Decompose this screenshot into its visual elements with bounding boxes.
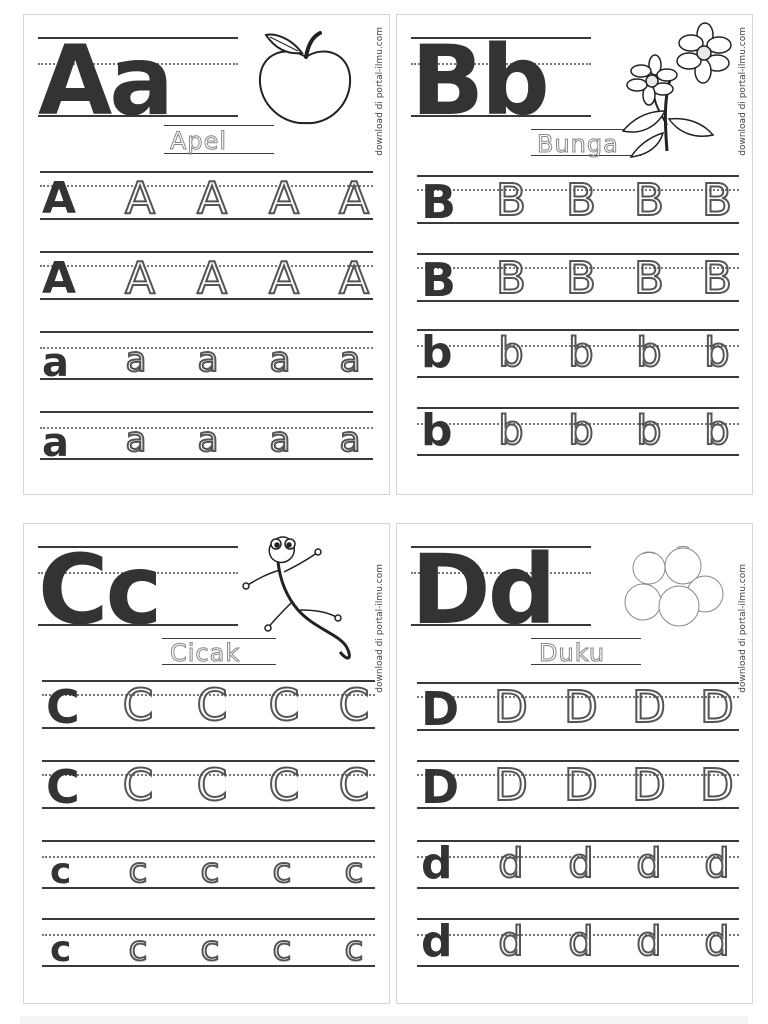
trace-letter[interactable]: A — [338, 173, 370, 224]
trace-letter[interactable]: d — [636, 919, 662, 965]
trace-letter[interactable]: c — [344, 929, 364, 969]
trace-letter[interactable]: C — [338, 760, 370, 811]
trace-letter[interactable]: b — [568, 408, 594, 454]
trace-letter[interactable]: c — [200, 851, 220, 891]
practice-row-lower-2 — [42, 918, 375, 968]
row-base-line — [417, 887, 739, 889]
trace-letter[interactable]: c — [128, 851, 148, 891]
trace-letter[interactable]: D — [700, 760, 734, 811]
trace-letter[interactable]: c — [200, 929, 220, 969]
practice-row-upper-2 — [42, 760, 375, 814]
trace-letter[interactable]: a — [197, 340, 219, 380]
trace-letter[interactable]: B — [633, 253, 665, 304]
model-letter: d — [421, 838, 453, 889]
credit-text: download di portal-ilmu.com — [738, 564, 748, 693]
row-top-line — [40, 411, 373, 413]
trace-letter[interactable]: c — [272, 851, 292, 891]
model-letter: A — [42, 253, 77, 304]
credit-text: download di portal-ilmu.com — [375, 564, 385, 693]
trace-letter[interactable]: c — [272, 929, 292, 969]
bottom-strip — [20, 1016, 748, 1024]
trace-letter[interactable]: b — [704, 330, 730, 376]
practice-row-upper-1 — [417, 175, 739, 229]
word-label: Bunga — [537, 130, 619, 158]
row-base-line — [417, 376, 739, 378]
trace-letter[interactable]: A — [124, 173, 156, 224]
practice-row-upper-2 — [417, 253, 739, 307]
row-base-line — [417, 965, 739, 967]
trace-letter[interactable]: A — [338, 253, 370, 304]
word-label: Duku — [539, 639, 606, 667]
model-letter: c — [50, 851, 72, 892]
trace-letter[interactable]: a — [269, 420, 291, 460]
credit-text: download di portal-ilmu.com — [375, 27, 385, 156]
trace-letter[interactable]: A — [268, 253, 300, 304]
trace-letter[interactable]: A — [124, 253, 156, 304]
model-letter: D — [421, 682, 460, 736]
trace-letter[interactable]: d — [704, 919, 730, 965]
trace-letter[interactable]: d — [636, 841, 662, 887]
practice-row-lower-2 — [417, 918, 739, 968]
letter-title: Cc — [38, 534, 160, 646]
trace-letter[interactable]: a — [125, 420, 147, 460]
trace-letter[interactable]: B — [495, 253, 527, 304]
model-letter: C — [46, 680, 80, 734]
trace-letter[interactable]: a — [197, 420, 219, 460]
practice-row-upper-2 — [40, 251, 373, 304]
trace-letter[interactable]: B — [565, 175, 597, 226]
trace-letter[interactable]: B — [565, 253, 597, 304]
practice-row-lower-2 — [417, 407, 739, 457]
credit-text: download di portal-ilmu.com — [738, 27, 748, 156]
trace-letter[interactable]: b — [636, 408, 662, 454]
trace-letter[interactable]: b — [568, 330, 594, 376]
model-letter: C — [46, 760, 80, 814]
row-top-line — [42, 840, 375, 842]
trace-letter[interactable]: d — [498, 841, 524, 887]
practice-row-upper-2 — [417, 760, 739, 814]
worksheet-card-b — [396, 14, 753, 495]
word-label: Cicak — [170, 639, 241, 667]
trace-letter[interactable]: D — [564, 682, 598, 733]
trace-letter[interactable]: C — [122, 680, 154, 731]
trace-letter[interactable]: d — [568, 919, 594, 965]
worksheet-card-d — [396, 523, 753, 1004]
trace-letter[interactable]: d — [704, 841, 730, 887]
trace-letter[interactable]: A — [196, 173, 228, 224]
trace-letter[interactable]: C — [268, 760, 300, 811]
row-base-line — [417, 454, 739, 456]
practice-row-lower-2 — [40, 411, 373, 466]
worksheet-card-c — [23, 523, 390, 1004]
model-letter: D — [421, 760, 460, 814]
practice-row-upper-1 — [40, 171, 373, 224]
trace-letter[interactable]: C — [196, 760, 228, 811]
trace-letter[interactable]: D — [632, 760, 666, 811]
trace-letter[interactable]: C — [196, 680, 228, 731]
worksheet-card-a — [23, 14, 390, 495]
model-letter: d — [421, 916, 453, 967]
trace-letter[interactable]: C — [268, 680, 300, 731]
trace-letter[interactable]: D — [632, 682, 666, 733]
practice-row-lower-1 — [417, 329, 739, 379]
trace-letter[interactable]: D — [494, 682, 528, 733]
trace-letter[interactable]: d — [498, 919, 524, 965]
letter-title: Aa — [38, 25, 172, 137]
trace-letter[interactable]: A — [196, 253, 228, 304]
model-letter: B — [421, 253, 457, 307]
trace-letter[interactable]: a — [339, 340, 361, 380]
trace-letter[interactable]: d — [568, 841, 594, 887]
trace-letter[interactable]: B — [701, 253, 733, 304]
trace-letter[interactable]: C — [122, 760, 154, 811]
trace-letter[interactable]: D — [564, 760, 598, 811]
practice-row-upper-1 — [42, 680, 375, 734]
trace-letter[interactable]: D — [494, 760, 528, 811]
trace-letter[interactable]: a — [125, 340, 147, 380]
trace-letter[interactable]: b — [704, 408, 730, 454]
trace-letter[interactable]: b — [636, 330, 662, 376]
trace-letter[interactable]: B — [495, 175, 527, 226]
practice-row-lower-1 — [40, 331, 373, 386]
trace-letter[interactable]: A — [268, 173, 300, 224]
model-letter: b — [421, 327, 453, 378]
trace-letter[interactable]: C — [338, 680, 370, 731]
trace-letter[interactable]: B — [701, 175, 733, 226]
model-letter: A — [42, 173, 77, 224]
trace-letter[interactable]: B — [633, 175, 665, 226]
model-letter: c — [50, 929, 72, 970]
trace-letter[interactable]: b — [498, 330, 524, 376]
trace-letter[interactable]: c — [128, 929, 148, 969]
row-top-line — [40, 331, 373, 333]
model-letter: a — [42, 420, 69, 466]
model-letter: a — [42, 340, 69, 386]
word-label: Apel — [170, 127, 228, 155]
letter-title: Dd — [411, 534, 554, 646]
practice-row-lower-1 — [417, 840, 739, 890]
trace-letter[interactable]: a — [339, 420, 361, 460]
trace-letter[interactable]: c — [344, 851, 364, 891]
practice-row-lower-1 — [42, 840, 375, 890]
trace-letter[interactable]: D — [700, 682, 734, 733]
model-letter: b — [421, 405, 453, 456]
practice-row-upper-1 — [417, 682, 739, 736]
trace-letter[interactable]: a — [269, 340, 291, 380]
model-letter: B — [421, 175, 457, 229]
row-top-line — [42, 918, 375, 920]
trace-letter[interactable]: b — [498, 408, 524, 454]
letter-title: Bb — [411, 25, 547, 137]
